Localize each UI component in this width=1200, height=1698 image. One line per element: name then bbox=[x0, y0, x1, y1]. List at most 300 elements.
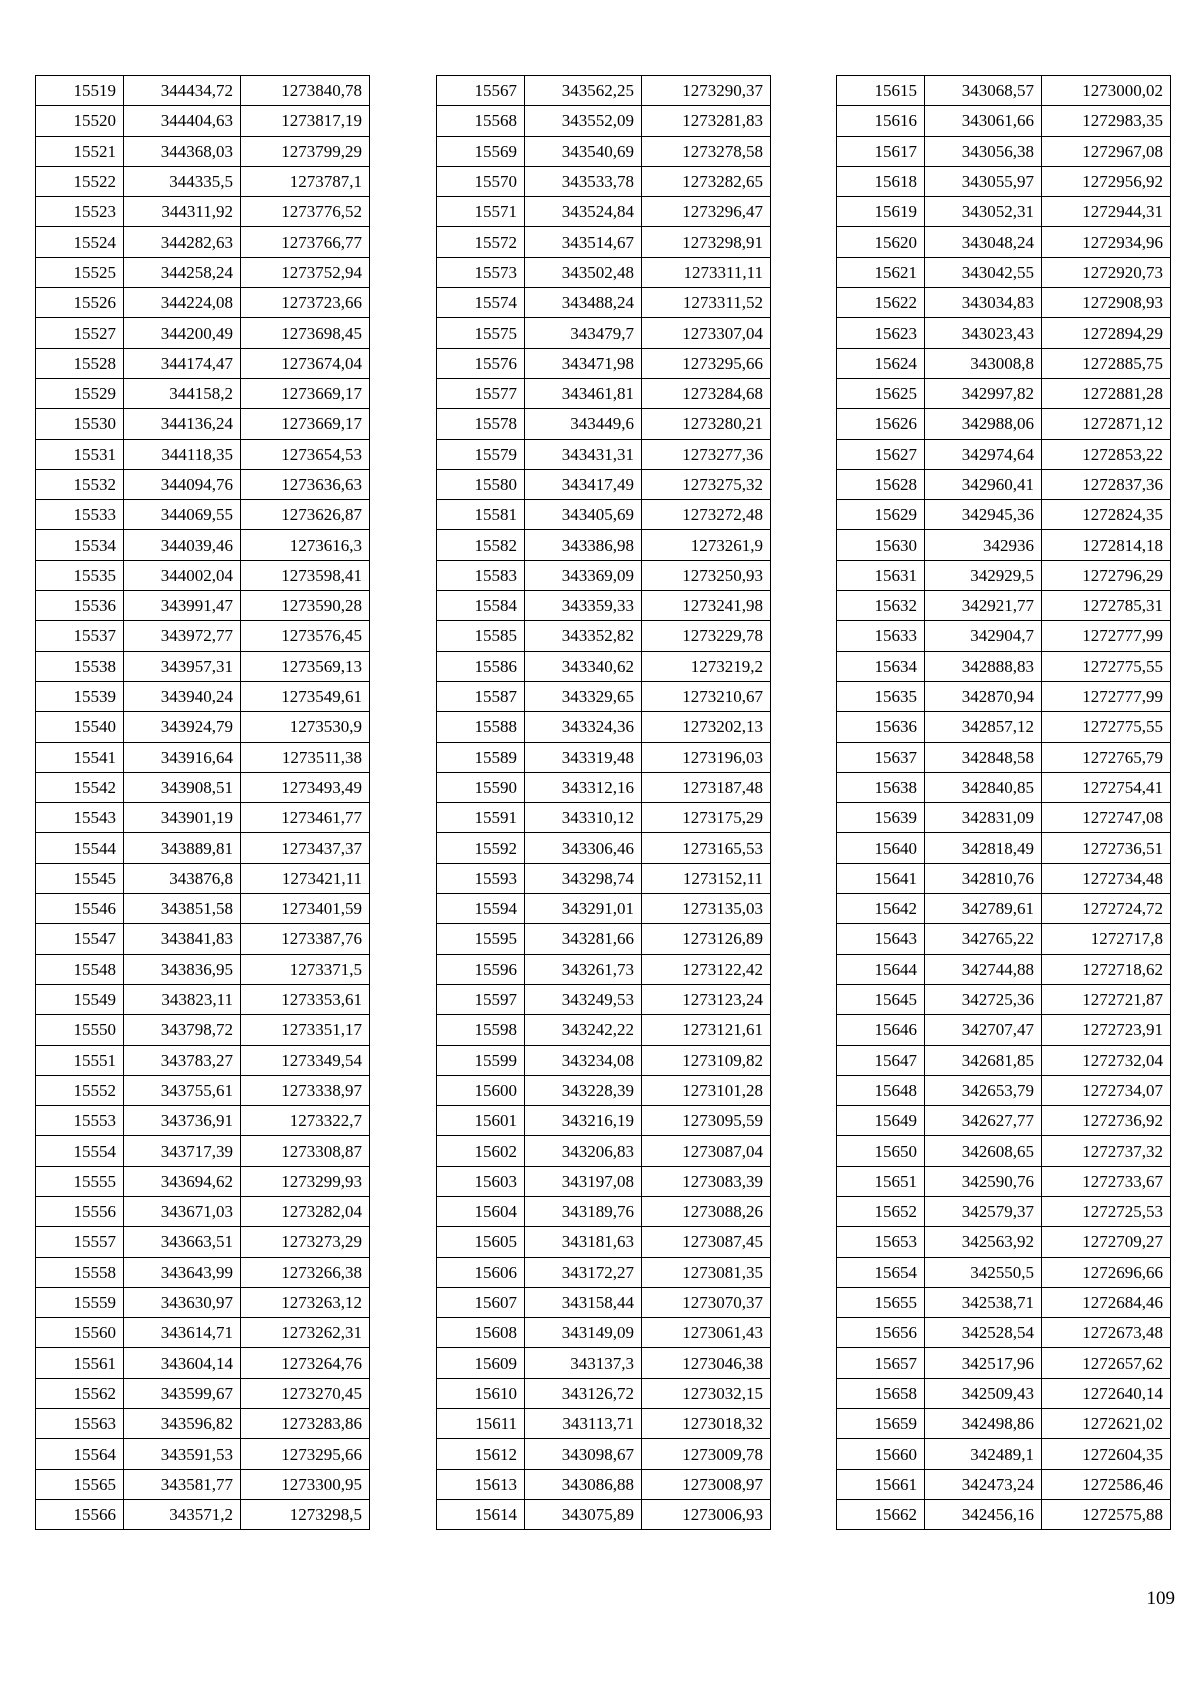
point-number-cell: 15523 bbox=[36, 197, 124, 227]
point-number-cell: 15555 bbox=[36, 1166, 124, 1196]
table-row bbox=[837, 227, 1171, 257]
point-number-cell: 15642 bbox=[837, 894, 925, 924]
y-coordinate-cell: 1273437,37 bbox=[241, 833, 370, 863]
x-coordinate-cell: 344200,49 bbox=[124, 318, 241, 348]
x-coordinate-cell: 342538,71 bbox=[925, 1287, 1042, 1317]
table-row bbox=[837, 439, 1171, 469]
x-coordinate-cell: 343061,66 bbox=[925, 106, 1042, 136]
x-coordinate-cell: 343312,16 bbox=[525, 772, 642, 802]
table-row bbox=[837, 833, 1171, 863]
y-coordinate-cell: 1273109,82 bbox=[642, 1045, 771, 1075]
x-coordinate-cell: 342848,58 bbox=[925, 742, 1042, 772]
table-row bbox=[837, 166, 1171, 196]
table-row bbox=[36, 863, 370, 893]
y-coordinate-cell: 1272586,46 bbox=[1042, 1469, 1171, 1499]
y-coordinate-cell: 1272718,62 bbox=[1042, 954, 1171, 984]
point-number-cell: 15578 bbox=[437, 409, 525, 439]
table-row bbox=[437, 288, 771, 318]
table-row bbox=[36, 530, 370, 560]
point-number-cell: 15596 bbox=[437, 954, 525, 984]
table-row bbox=[837, 1075, 1171, 1105]
y-coordinate-cell: 1273273,29 bbox=[241, 1227, 370, 1257]
y-coordinate-cell: 1273000,02 bbox=[1042, 76, 1171, 106]
table-row bbox=[437, 106, 771, 136]
y-coordinate-cell: 1273674,04 bbox=[241, 348, 370, 378]
y-coordinate-cell: 1273353,61 bbox=[241, 984, 370, 1014]
table-row bbox=[437, 1348, 771, 1378]
x-coordinate-cell: 343291,01 bbox=[525, 894, 642, 924]
x-coordinate-cell: 342509,43 bbox=[925, 1378, 1042, 1408]
point-number-cell: 15658 bbox=[837, 1378, 925, 1408]
y-coordinate-cell: 1273669,17 bbox=[241, 378, 370, 408]
x-coordinate-cell: 343957,31 bbox=[124, 651, 241, 681]
y-coordinate-cell: 1273840,78 bbox=[241, 76, 370, 106]
y-coordinate-cell: 1273219,2 bbox=[642, 651, 771, 681]
x-coordinate-cell: 343113,71 bbox=[525, 1409, 642, 1439]
x-coordinate-cell: 343562,25 bbox=[525, 76, 642, 106]
point-number-cell: 15659 bbox=[837, 1409, 925, 1439]
y-coordinate-cell: 1272717,8 bbox=[1042, 924, 1171, 954]
point-number-cell: 15625 bbox=[837, 378, 925, 408]
point-number-cell: 15622 bbox=[837, 288, 925, 318]
point-number-cell: 15618 bbox=[837, 166, 925, 196]
x-coordinate-cell: 343643,99 bbox=[124, 1257, 241, 1287]
point-number-cell: 15612 bbox=[437, 1439, 525, 1469]
table-row bbox=[837, 712, 1171, 742]
point-number-cell: 15587 bbox=[437, 681, 525, 711]
table-row bbox=[837, 1409, 1171, 1439]
point-number-cell: 15588 bbox=[437, 712, 525, 742]
table-row bbox=[36, 1257, 370, 1287]
table-row bbox=[437, 591, 771, 621]
x-coordinate-cell: 343488,24 bbox=[525, 288, 642, 318]
y-coordinate-cell: 1273598,41 bbox=[241, 560, 370, 590]
point-number-cell: 15652 bbox=[837, 1196, 925, 1226]
table-row bbox=[36, 924, 370, 954]
y-coordinate-cell: 1273308,87 bbox=[241, 1136, 370, 1166]
point-number-cell: 15572 bbox=[437, 227, 525, 257]
table-row bbox=[437, 1287, 771, 1317]
table-row bbox=[437, 348, 771, 378]
y-coordinate-cell: 1272894,29 bbox=[1042, 318, 1171, 348]
point-number-cell: 15623 bbox=[837, 318, 925, 348]
x-coordinate-cell: 342681,85 bbox=[925, 1045, 1042, 1075]
table-row bbox=[437, 863, 771, 893]
x-coordinate-cell: 343694,62 bbox=[124, 1166, 241, 1196]
point-number-cell: 15569 bbox=[437, 136, 525, 166]
x-coordinate-cell: 342988,06 bbox=[925, 409, 1042, 439]
y-coordinate-cell: 1273152,11 bbox=[642, 863, 771, 893]
point-number-cell: 15621 bbox=[837, 257, 925, 287]
x-coordinate-cell: 343471,98 bbox=[525, 348, 642, 378]
point-number-cell: 15643 bbox=[837, 924, 925, 954]
table-row bbox=[837, 1257, 1171, 1287]
table-row bbox=[36, 257, 370, 287]
table-row bbox=[36, 409, 370, 439]
point-number-cell: 15650 bbox=[837, 1136, 925, 1166]
table-row bbox=[837, 1015, 1171, 1045]
point-number-cell: 15585 bbox=[437, 621, 525, 651]
y-coordinate-cell: 1273083,39 bbox=[642, 1166, 771, 1196]
point-number-cell: 15540 bbox=[36, 712, 124, 742]
table-row bbox=[437, 803, 771, 833]
point-number-cell: 15626 bbox=[837, 409, 925, 439]
point-number-cell: 15546 bbox=[36, 894, 124, 924]
x-coordinate-cell: 343889,81 bbox=[124, 833, 241, 863]
table-row bbox=[837, 560, 1171, 590]
y-coordinate-cell: 1272853,22 bbox=[1042, 439, 1171, 469]
x-coordinate-cell: 343940,24 bbox=[124, 681, 241, 711]
point-number-cell: 15556 bbox=[36, 1196, 124, 1226]
x-coordinate-cell: 342960,41 bbox=[925, 469, 1042, 499]
table-row bbox=[837, 530, 1171, 560]
point-number-cell: 15644 bbox=[837, 954, 925, 984]
table-row bbox=[437, 621, 771, 651]
y-coordinate-cell: 1273723,66 bbox=[241, 288, 370, 318]
x-coordinate-cell: 343352,82 bbox=[525, 621, 642, 651]
point-number-cell: 15551 bbox=[36, 1045, 124, 1075]
table-row bbox=[837, 469, 1171, 499]
coordinates-table-3 bbox=[836, 75, 1171, 1530]
table-row bbox=[837, 772, 1171, 802]
table-row bbox=[437, 1499, 771, 1529]
y-coordinate-cell: 1273122,42 bbox=[642, 954, 771, 984]
x-coordinate-cell: 343042,55 bbox=[925, 257, 1042, 287]
table-row bbox=[437, 318, 771, 348]
y-coordinate-cell: 1272733,67 bbox=[1042, 1166, 1171, 1196]
table-row bbox=[837, 1106, 1171, 1136]
point-number-cell: 15620 bbox=[837, 227, 925, 257]
y-coordinate-cell: 1272775,55 bbox=[1042, 651, 1171, 681]
point-number-cell: 15649 bbox=[837, 1106, 925, 1136]
point-number-cell: 15579 bbox=[437, 439, 525, 469]
y-coordinate-cell: 1273787,1 bbox=[241, 166, 370, 196]
y-coordinate-cell: 1273280,21 bbox=[642, 409, 771, 439]
table-row bbox=[837, 621, 1171, 651]
table-row bbox=[437, 560, 771, 590]
table-row bbox=[437, 833, 771, 863]
table-row bbox=[837, 894, 1171, 924]
point-number-cell: 15557 bbox=[36, 1227, 124, 1257]
y-coordinate-cell: 1272881,28 bbox=[1042, 378, 1171, 408]
y-coordinate-cell: 1272796,29 bbox=[1042, 560, 1171, 590]
y-coordinate-cell: 1273266,38 bbox=[241, 1257, 370, 1287]
x-coordinate-cell: 342818,49 bbox=[925, 833, 1042, 863]
x-coordinate-cell: 342456,16 bbox=[925, 1499, 1042, 1529]
point-number-cell: 15553 bbox=[36, 1106, 124, 1136]
table-row bbox=[837, 1318, 1171, 1348]
y-coordinate-cell: 1272736,51 bbox=[1042, 833, 1171, 863]
y-coordinate-cell: 1272696,66 bbox=[1042, 1257, 1171, 1287]
x-coordinate-cell: 344136,24 bbox=[124, 409, 241, 439]
y-coordinate-cell: 1273250,93 bbox=[642, 560, 771, 590]
point-number-cell: 15531 bbox=[36, 439, 124, 469]
x-coordinate-cell: 343591,53 bbox=[124, 1439, 241, 1469]
x-coordinate-cell: 343329,65 bbox=[525, 681, 642, 711]
y-coordinate-cell: 1273121,61 bbox=[642, 1015, 771, 1045]
y-coordinate-cell: 1273669,17 bbox=[241, 409, 370, 439]
point-number-cell: 15568 bbox=[437, 106, 525, 136]
y-coordinate-cell: 1272684,46 bbox=[1042, 1287, 1171, 1317]
y-coordinate-cell: 1273241,98 bbox=[642, 591, 771, 621]
table-row bbox=[437, 1227, 771, 1257]
point-number-cell: 15660 bbox=[837, 1439, 925, 1469]
y-coordinate-cell: 1273087,45 bbox=[642, 1227, 771, 1257]
table-row bbox=[36, 712, 370, 742]
x-coordinate-cell: 342498,86 bbox=[925, 1409, 1042, 1439]
x-coordinate-cell: 343924,79 bbox=[124, 712, 241, 742]
table-row bbox=[36, 1409, 370, 1439]
y-coordinate-cell: 1272721,87 bbox=[1042, 984, 1171, 1014]
point-number-cell: 15645 bbox=[837, 984, 925, 1014]
point-number-cell: 15591 bbox=[437, 803, 525, 833]
point-number-cell: 15611 bbox=[437, 1409, 525, 1439]
table-row bbox=[36, 1166, 370, 1196]
point-number-cell: 15576 bbox=[437, 348, 525, 378]
point-number-cell: 15539 bbox=[36, 681, 124, 711]
point-number-cell: 15529 bbox=[36, 378, 124, 408]
x-coordinate-cell: 342857,12 bbox=[925, 712, 1042, 742]
x-coordinate-cell: 342744,88 bbox=[925, 954, 1042, 984]
y-coordinate-cell: 1272837,36 bbox=[1042, 469, 1171, 499]
table-row bbox=[437, 651, 771, 681]
y-coordinate-cell: 1273298,91 bbox=[642, 227, 771, 257]
y-coordinate-cell: 1272657,62 bbox=[1042, 1348, 1171, 1378]
point-number-cell: 15631 bbox=[837, 560, 925, 590]
x-coordinate-cell: 343901,19 bbox=[124, 803, 241, 833]
y-coordinate-cell: 1273006,93 bbox=[642, 1499, 771, 1529]
table-row bbox=[36, 1287, 370, 1317]
point-number-cell: 15619 bbox=[837, 197, 925, 227]
point-number-cell: 15615 bbox=[837, 76, 925, 106]
y-coordinate-cell: 1273061,43 bbox=[642, 1318, 771, 1348]
table-row bbox=[437, 530, 771, 560]
y-coordinate-cell: 1273387,76 bbox=[241, 924, 370, 954]
table-row bbox=[437, 1015, 771, 1045]
point-number-cell: 15570 bbox=[437, 166, 525, 196]
x-coordinate-cell: 343836,95 bbox=[124, 954, 241, 984]
point-number-cell: 15550 bbox=[36, 1015, 124, 1045]
x-coordinate-cell: 342936 bbox=[925, 530, 1042, 560]
table-row bbox=[437, 469, 771, 499]
y-coordinate-cell: 1272747,08 bbox=[1042, 803, 1171, 833]
y-coordinate-cell: 1273636,63 bbox=[241, 469, 370, 499]
table-row bbox=[437, 439, 771, 469]
table-row bbox=[437, 1318, 771, 1348]
x-coordinate-cell: 343671,03 bbox=[124, 1196, 241, 1226]
table-row bbox=[837, 651, 1171, 681]
y-coordinate-cell: 1272621,02 bbox=[1042, 1409, 1171, 1439]
x-coordinate-cell: 344258,24 bbox=[124, 257, 241, 287]
y-coordinate-cell: 1273202,13 bbox=[642, 712, 771, 742]
point-number-cell: 15590 bbox=[437, 772, 525, 802]
table-row bbox=[36, 136, 370, 166]
point-number-cell: 15638 bbox=[837, 772, 925, 802]
x-coordinate-cell: 344335,5 bbox=[124, 166, 241, 196]
table-row bbox=[437, 409, 771, 439]
point-number-cell: 15544 bbox=[36, 833, 124, 863]
table-row bbox=[437, 681, 771, 711]
y-coordinate-cell: 1273401,59 bbox=[241, 894, 370, 924]
x-coordinate-cell: 342653,79 bbox=[925, 1075, 1042, 1105]
y-coordinate-cell: 1273461,77 bbox=[241, 803, 370, 833]
x-coordinate-cell: 343023,43 bbox=[925, 318, 1042, 348]
point-number-cell: 15537 bbox=[36, 621, 124, 651]
point-number-cell: 15575 bbox=[437, 318, 525, 348]
x-coordinate-cell: 343449,6 bbox=[525, 409, 642, 439]
point-number-cell: 15635 bbox=[837, 681, 925, 711]
y-coordinate-cell: 1273123,24 bbox=[642, 984, 771, 1014]
y-coordinate-cell: 1273371,5 bbox=[241, 954, 370, 984]
point-number-cell: 15538 bbox=[36, 651, 124, 681]
x-coordinate-cell: 343972,77 bbox=[124, 621, 241, 651]
y-coordinate-cell: 1273421,11 bbox=[241, 863, 370, 893]
table-row bbox=[437, 1166, 771, 1196]
point-number-cell: 15552 bbox=[36, 1075, 124, 1105]
point-number-cell: 15554 bbox=[36, 1136, 124, 1166]
x-coordinate-cell: 343524,84 bbox=[525, 197, 642, 227]
point-number-cell: 15648 bbox=[837, 1075, 925, 1105]
x-coordinate-cell: 343075,89 bbox=[525, 1499, 642, 1529]
table-row bbox=[36, 1045, 370, 1075]
x-coordinate-cell: 344094,76 bbox=[124, 469, 241, 499]
table-row bbox=[837, 1378, 1171, 1408]
y-coordinate-cell: 1272765,79 bbox=[1042, 742, 1171, 772]
x-coordinate-cell: 342929,5 bbox=[925, 560, 1042, 590]
x-coordinate-cell: 343197,08 bbox=[525, 1166, 642, 1196]
x-coordinate-cell: 344118,35 bbox=[124, 439, 241, 469]
x-coordinate-cell: 342517,96 bbox=[925, 1348, 1042, 1378]
x-coordinate-cell: 343324,36 bbox=[525, 712, 642, 742]
y-coordinate-cell: 1272724,72 bbox=[1042, 894, 1171, 924]
y-coordinate-cell: 1273282,04 bbox=[241, 1196, 370, 1226]
table-row bbox=[437, 257, 771, 287]
y-coordinate-cell: 1272575,88 bbox=[1042, 1499, 1171, 1529]
x-coordinate-cell: 343908,51 bbox=[124, 772, 241, 802]
point-number-cell: 15519 bbox=[36, 76, 124, 106]
table-row bbox=[36, 1378, 370, 1408]
x-coordinate-cell: 342888,83 bbox=[925, 651, 1042, 681]
x-coordinate-cell: 343068,57 bbox=[925, 76, 1042, 106]
table-row bbox=[437, 924, 771, 954]
table-row bbox=[36, 378, 370, 408]
table-row bbox=[837, 106, 1171, 136]
point-number-cell: 15640 bbox=[837, 833, 925, 863]
x-coordinate-cell: 343736,91 bbox=[124, 1106, 241, 1136]
table-row bbox=[437, 166, 771, 196]
y-coordinate-cell: 1273530,9 bbox=[241, 712, 370, 742]
x-coordinate-cell: 343614,71 bbox=[124, 1318, 241, 1348]
table-row bbox=[36, 742, 370, 772]
table-row bbox=[36, 1196, 370, 1226]
table-row bbox=[437, 1106, 771, 1136]
y-coordinate-cell: 1272736,92 bbox=[1042, 1106, 1171, 1136]
x-coordinate-cell: 344069,55 bbox=[124, 500, 241, 530]
table-row bbox=[437, 1136, 771, 1166]
point-number-cell: 15563 bbox=[36, 1409, 124, 1439]
table-row bbox=[437, 1196, 771, 1226]
point-number-cell: 15528 bbox=[36, 348, 124, 378]
table-row bbox=[837, 863, 1171, 893]
table-row bbox=[437, 1045, 771, 1075]
y-coordinate-cell: 1273081,35 bbox=[642, 1257, 771, 1287]
point-number-cell: 15586 bbox=[437, 651, 525, 681]
y-coordinate-cell: 1272777,99 bbox=[1042, 621, 1171, 651]
point-number-cell: 15605 bbox=[437, 1227, 525, 1257]
table-row bbox=[36, 1348, 370, 1378]
y-coordinate-cell: 1272956,92 bbox=[1042, 166, 1171, 196]
point-number-cell: 15559 bbox=[36, 1287, 124, 1317]
y-coordinate-cell: 1272640,14 bbox=[1042, 1378, 1171, 1408]
table-row bbox=[437, 378, 771, 408]
x-coordinate-cell: 343479,7 bbox=[525, 318, 642, 348]
x-coordinate-cell: 342974,64 bbox=[925, 439, 1042, 469]
y-coordinate-cell: 1273511,38 bbox=[241, 742, 370, 772]
table-row bbox=[837, 1196, 1171, 1226]
table-row bbox=[36, 197, 370, 227]
point-number-cell: 15533 bbox=[36, 500, 124, 530]
point-number-cell: 15534 bbox=[36, 530, 124, 560]
point-number-cell: 15602 bbox=[437, 1136, 525, 1166]
y-coordinate-cell: 1273284,68 bbox=[642, 378, 771, 408]
x-coordinate-cell: 344282,63 bbox=[124, 227, 241, 257]
table-row bbox=[837, 500, 1171, 530]
y-coordinate-cell: 1273698,45 bbox=[241, 318, 370, 348]
x-coordinate-cell: 342789,61 bbox=[925, 894, 1042, 924]
y-coordinate-cell: 1273311,11 bbox=[642, 257, 771, 287]
y-coordinate-cell: 1273776,52 bbox=[241, 197, 370, 227]
y-coordinate-cell: 1272785,31 bbox=[1042, 591, 1171, 621]
x-coordinate-cell: 343086,88 bbox=[525, 1469, 642, 1499]
y-coordinate-cell: 1273493,49 bbox=[241, 772, 370, 802]
x-coordinate-cell: 343055,97 bbox=[925, 166, 1042, 196]
x-coordinate-cell: 342840,85 bbox=[925, 772, 1042, 802]
point-number-cell: 15582 bbox=[437, 530, 525, 560]
x-coordinate-cell: 343991,47 bbox=[124, 591, 241, 621]
x-coordinate-cell: 343417,49 bbox=[525, 469, 642, 499]
point-number-cell: 15567 bbox=[437, 76, 525, 106]
table-row bbox=[837, 409, 1171, 439]
y-coordinate-cell: 1273087,04 bbox=[642, 1136, 771, 1166]
point-number-cell: 15661 bbox=[837, 1469, 925, 1499]
point-number-cell: 15580 bbox=[437, 469, 525, 499]
table-row bbox=[437, 1378, 771, 1408]
table-row bbox=[837, 742, 1171, 772]
y-coordinate-cell: 1273088,26 bbox=[642, 1196, 771, 1226]
table-row bbox=[837, 681, 1171, 711]
x-coordinate-cell: 342590,76 bbox=[925, 1166, 1042, 1196]
point-number-cell: 15610 bbox=[437, 1378, 525, 1408]
y-coordinate-cell: 1273264,76 bbox=[241, 1348, 370, 1378]
x-coordinate-cell: 343310,12 bbox=[525, 803, 642, 833]
y-coordinate-cell: 1273295,66 bbox=[642, 348, 771, 378]
table-row bbox=[36, 1499, 370, 1529]
x-coordinate-cell: 343034,83 bbox=[925, 288, 1042, 318]
x-coordinate-cell: 343261,73 bbox=[525, 954, 642, 984]
point-number-cell: 15530 bbox=[36, 409, 124, 439]
table-row bbox=[837, 257, 1171, 287]
table-row bbox=[837, 136, 1171, 166]
x-coordinate-cell: 343571,2 bbox=[124, 1499, 241, 1529]
table-row bbox=[837, 984, 1171, 1014]
table-row bbox=[36, 954, 370, 984]
y-coordinate-cell: 1273322,7 bbox=[241, 1106, 370, 1136]
point-number-cell: 15636 bbox=[837, 712, 925, 742]
y-coordinate-cell: 1273135,03 bbox=[642, 894, 771, 924]
table-row bbox=[837, 288, 1171, 318]
x-coordinate-cell: 343008,8 bbox=[925, 348, 1042, 378]
x-coordinate-cell: 343369,09 bbox=[525, 560, 642, 590]
